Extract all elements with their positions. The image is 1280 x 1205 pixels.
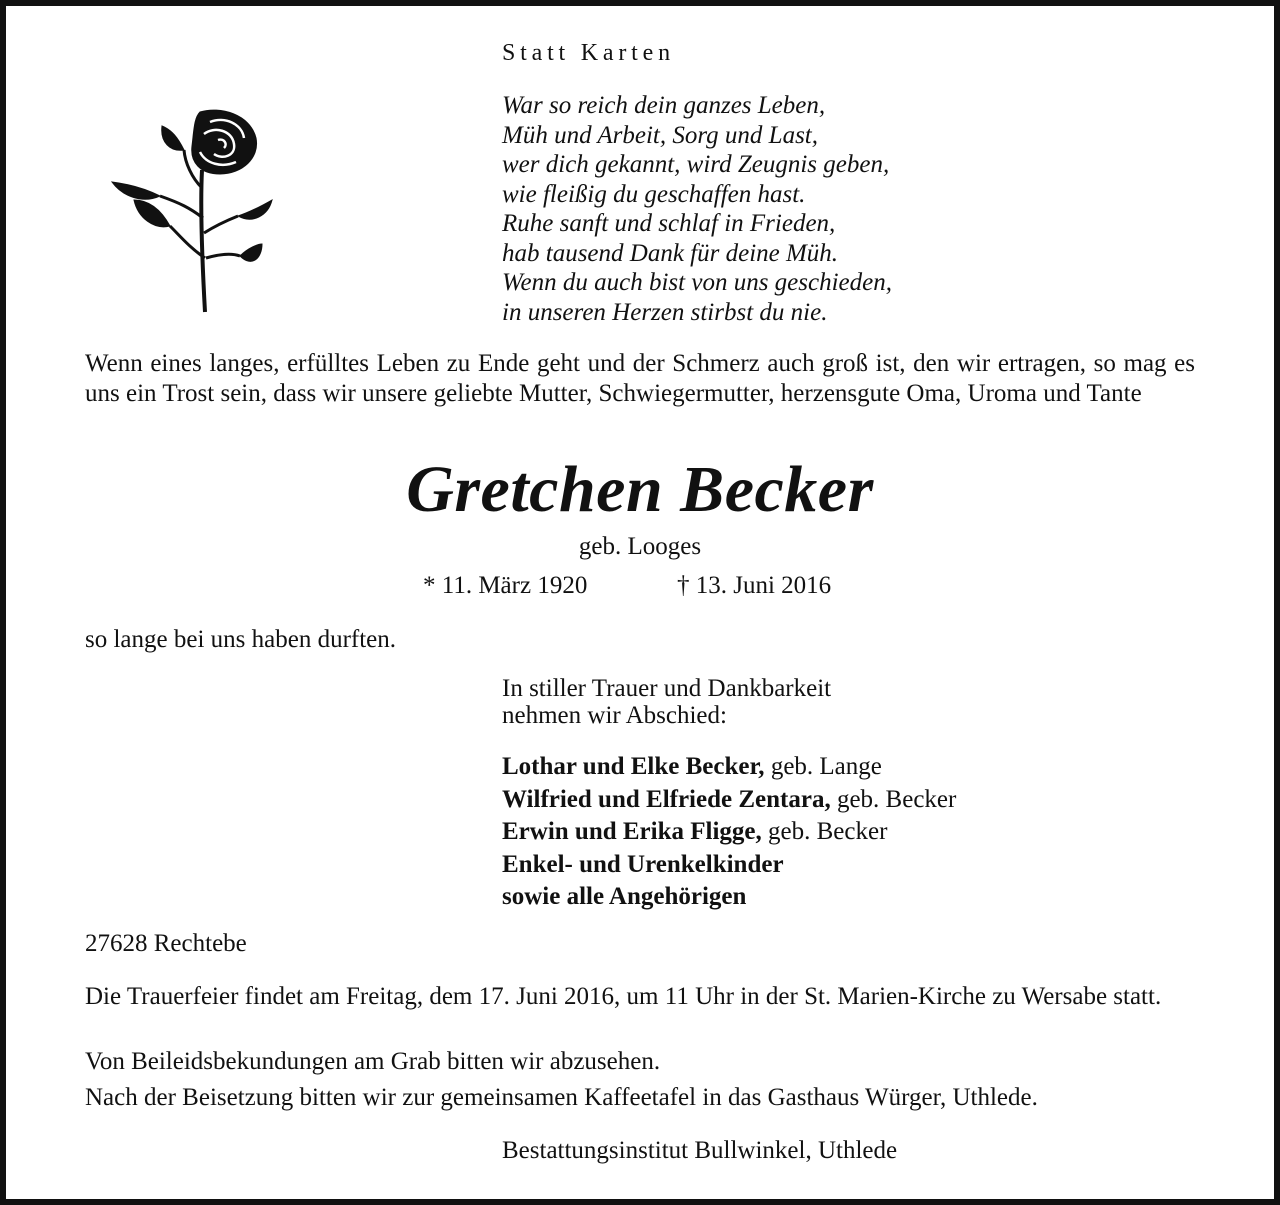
poem-line: wie fleißig du geschaffen hast.	[502, 180, 806, 208]
mourner-entry	[502, 849, 956, 882]
poem-line: wer dich gekannt, wird Zeugnis geben,	[502, 151, 890, 178]
city: 27628 Rechtebe	[85, 930, 247, 957]
mourner-suffix: geb. Lange	[764, 753, 882, 780]
intro-paragraph: Wenn eines langes, erfülltes Leben zu Ende geht und der Schmerz auch groß ist, den wir ertragen, so mag es uns ein Trost sein, dass wir unsere geliebte Mutter, Schwiegermutter, herzensgute Oma, Uroma und Tante	[85, 350, 1195, 407]
poem-line: in unseren Herzen stirbst du nie.	[502, 298, 828, 326]
mourners-list	[502, 751, 956, 914]
mourner-entry	[502, 881, 956, 914]
mourner-name: Enkel- und Urenkelkinder	[502, 850, 784, 878]
mourning-line: nehmen wir Abschied:	[502, 702, 727, 729]
poem-line: Ruhe sanft und schlaf in Frieden,	[502, 210, 836, 237]
mourner-entry	[502, 816, 956, 849]
poem	[502, 91, 892, 327]
mourner-name: Erwin und Erika Fligge,	[502, 818, 762, 845]
death-date: † 13. Juni 2016	[677, 572, 832, 599]
poem-line: War so reich dein ganzes Leben,	[502, 92, 826, 119]
poem-line: hab tausend Dank für deine Müh.	[502, 239, 839, 267]
mourner-suffix: geb. Becker	[761, 818, 888, 845]
mourner-suffix: geb. Becker	[830, 785, 957, 813]
mourner-entry	[502, 784, 956, 817]
rose-icon	[110, 108, 280, 314]
funeral-home: Bestattungsinstitut Bullwinkel, Uthlede	[502, 1137, 898, 1164]
mourner-name: sowie alle Angehörigen	[502, 883, 747, 910]
mourner-entry	[502, 751, 956, 784]
condolence-text: Von Beileidsbekundungen am Grab bitten wir abzusehen.	[85, 1048, 661, 1075]
after-name-text: so lange bei uns haben durften.	[85, 626, 397, 653]
poem-line: Müh und Arbeit, Sorg und Last,	[502, 121, 818, 149]
service-text: Die Trauerfeier findet am Freitag, dem 17. Juni 2016, um 11 Uhr in der St. Marien-Kirche zu Wersabe statt.	[85, 983, 1162, 1010]
poem-line: Wenn du auch bist von uns geschieden,	[502, 269, 892, 296]
mourning-statement	[502, 675, 831, 729]
mourner-name: Lothar und Elke Becker,	[502, 753, 765, 780]
coffee-text: Nach der Beisetzung bitten wir zur gemeinsamen Kaffeetafel in das Gasthaus Würger, Uthlede.	[85, 1084, 1038, 1111]
deceased-name: Gretchen Becker	[406, 453, 874, 526]
maiden-name: geb. Looges	[578, 533, 702, 560]
header-statt-karten: Statt Karten	[502, 40, 675, 66]
birth-date: * 11. März 1920	[423, 572, 588, 599]
mourner-name: Wilfried und Elfriede Zentara,	[502, 785, 831, 813]
mourning-line: In stiller Trauer und Dankbarkeit	[502, 675, 832, 702]
